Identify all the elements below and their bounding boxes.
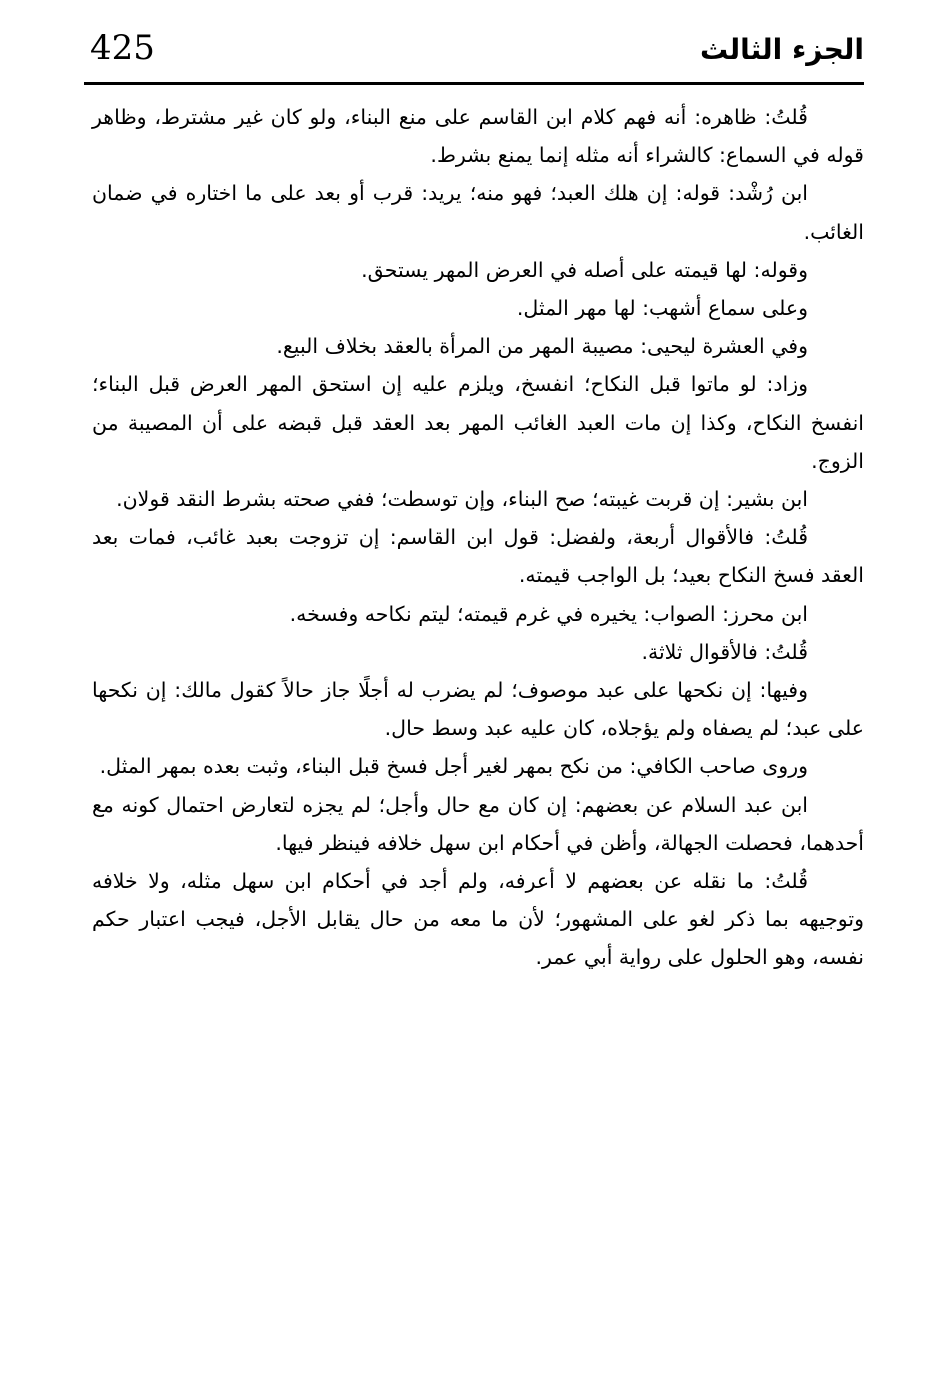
page-header <box>84 22 864 82</box>
paragraph: قُلتُ: فالأقوال ثلاثة. <box>641 639 808 664</box>
paragraph: قُلتُ: فالأقوال أربعة، ولفضل: قول ابن القاسم: إن تزوجت بعبد غائب، فمات بعد العقد فسخ النكاح بعيد؛ بل الواجب قيمته. <box>92 525 864 588</box>
paragraph: ابن رُشْد: قوله: إن هلك العبد؛ فهو منه؛ يريد: قرب أو بعد على ما اختاره في ضمان الغائب. <box>92 181 864 244</box>
header-rule <box>84 82 864 85</box>
paragraph: ابن بشير: إن قربت غيبته؛ صح البناء، وإن توسطت؛ ففي صحته بشرط النقد قولان. <box>116 487 808 512</box>
page-number: 425 <box>90 28 155 68</box>
paragraph: وروى صاحب الكافي: من نكح بمهر لغير أجل فسخ قبل البناء، وثبت بعده بمهر المثل. <box>99 754 808 779</box>
running-title: الجزء الثالث <box>700 33 864 66</box>
paragraph: قُلتُ: ظاهره: أنه فهم كلام ابن القاسم على منع البناء، ولو كان غير مشترط، وظاهر قوله في السماع: كالشراء أنه مثله إنما يمنع بشرط. <box>92 105 864 168</box>
paragraph: وقوله: لها قيمته على أصله في العرض المهر يستحق. <box>361 257 808 282</box>
paragraph: وفي العشرة ليحيى: مصيبة المهر من المرأة بالعقد بخلاف البيع. <box>276 334 808 359</box>
paragraph: وعلى سماع أشهب: لها مهر المثل. <box>516 296 808 321</box>
paragraph: وزاد: لو ماتوا قبل النكاح؛ انفسخ، ويلزم عليه إن استحق المهر العرض قبل البناء؛ انفسخ النكاح، وكذا إن مات العبد الغائب المهر بعد العقد قبل قبضه على أن المصيبة من الزوج. <box>92 372 864 473</box>
paragraph: ابن عبد السلام عن بعضهم: إن كان مع حال وأجل؛ لم يجزه لتعارض احتمال كونه مع أحدهما، فحصلت الجهالة، وأظن في أحكام ابن سهل خلافه فينظر فيها. <box>92 792 864 855</box>
paragraph: وفيها: إن نكحها على عبد موصوف؛ لم يضرب له أجلًا جاز حالاً كقول مالك: إن نكحها على عبد؛ لم يصفاه ولم يؤجلاه، كان عليه عبد وسط حال. <box>92 678 864 741</box>
body-text <box>92 98 864 977</box>
paragraph: قُلتُ: ما نقله عن بعضهم لا أعرفه، ولم أجد في أحكام ابن سهل مثله، ولا خلافه وتوجيهه بما ذكر لغو على المشهور؛ لأن ما معه من حال يقابل الأجل، فيجب اعتبار حكم نفسه، وهو الحلول على رواية أبي عمر. <box>92 869 864 970</box>
paragraph: ابن محرز: الصواب: يخيره في غرم قيمته؛ ليتم نكاحه وفسخه. <box>289 601 808 626</box>
